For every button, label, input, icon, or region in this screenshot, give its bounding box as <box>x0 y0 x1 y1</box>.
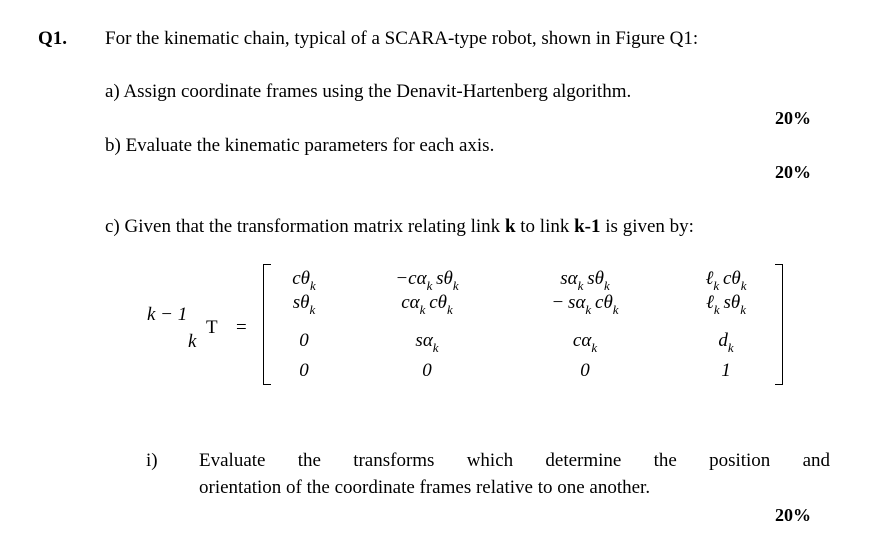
subpart-i-word: Evaluate <box>199 450 266 471</box>
matrix-lhs-subscript: k <box>188 331 197 352</box>
matrix-equals: = <box>236 317 247 338</box>
matrix-cell-r2-c2: $c\alpha_k$ $c\theta_k$ <box>401 292 453 317</box>
matrix-cell-r1-c4: ℓ$_k$ $c\theta_k$ <box>705 268 747 293</box>
matrix-cell-r3-c4: $d_k$ <box>718 330 734 355</box>
subpart-i-label: i) <box>146 450 158 471</box>
subpart-i-word: the <box>297 450 321 471</box>
matrix-left-bracket <box>263 264 271 385</box>
subpart-i-word: determine <box>545 450 622 471</box>
question-intro: For the kinematic chain, typical of a SCARA-type robot, shown in Figure Q1: <box>105 28 699 49</box>
matrix-cell-r4-c2: 0 <box>422 360 432 381</box>
matrix-cell-r4-c3: 0 <box>580 360 590 381</box>
subpart-i-word: transforms <box>353 450 435 471</box>
subpart-i-word: position <box>709 450 771 471</box>
matrix-lhs-superscript: k − 1 <box>147 304 188 325</box>
part-b-mark: 20% <box>775 162 811 182</box>
subpart-i-word: the <box>653 450 677 471</box>
question-label: Q1. <box>38 28 68 49</box>
subpart-i-word: and <box>802 450 830 471</box>
matrix-cell-r1-c1: $c\theta_k$ <box>292 268 316 293</box>
matrix-cell-r3-c1: 0 <box>299 330 309 351</box>
subpart-i-mark: 20% <box>775 505 811 525</box>
matrix-cell-r1-c2: $-c\alpha_k$ $s\theta_k$ <box>395 268 459 293</box>
subpart-i-line1 <box>199 450 830 472</box>
matrix-cell-r4-c1: 0 <box>299 360 309 381</box>
part-a-text: a) Assign coordinate frames using the Denavit-Hartenberg algorithm. <box>105 81 632 102</box>
matrix-lhs-T: T <box>206 317 218 338</box>
matrix-cell-r2-c1: $s\theta_k$ <box>292 292 316 317</box>
matrix-cell-r3-c3: $c\alpha_k$ <box>572 330 598 355</box>
subpart-i-line2: orientation of the coordinate frames relative to one another. <box>199 477 651 498</box>
part-a-mark: 20% <box>775 108 811 128</box>
part-b-text: b) Evaluate the kinematic parameters for each axis. <box>105 135 495 156</box>
matrix-cell-r2-c4: ℓ$_k$ $s\theta_k$ <box>705 292 747 317</box>
subpart-i-word: which <box>466 450 514 471</box>
matrix-cell-r2-c3: − $s\alpha_k$ $c\theta_k$ <box>551 292 619 317</box>
part-c-text: c) Given that the transformation matrix relating link k to link k-1 is given by: <box>105 216 694 237</box>
matrix-cell-r3-c2: $s\alpha_k$ <box>415 330 439 355</box>
matrix-cell-r1-c3: $s\alpha_k$ $s\theta_k$ <box>560 268 610 293</box>
matrix-right-bracket <box>775 264 783 385</box>
matrix-cell-r4-c4: 1 <box>721 360 731 381</box>
